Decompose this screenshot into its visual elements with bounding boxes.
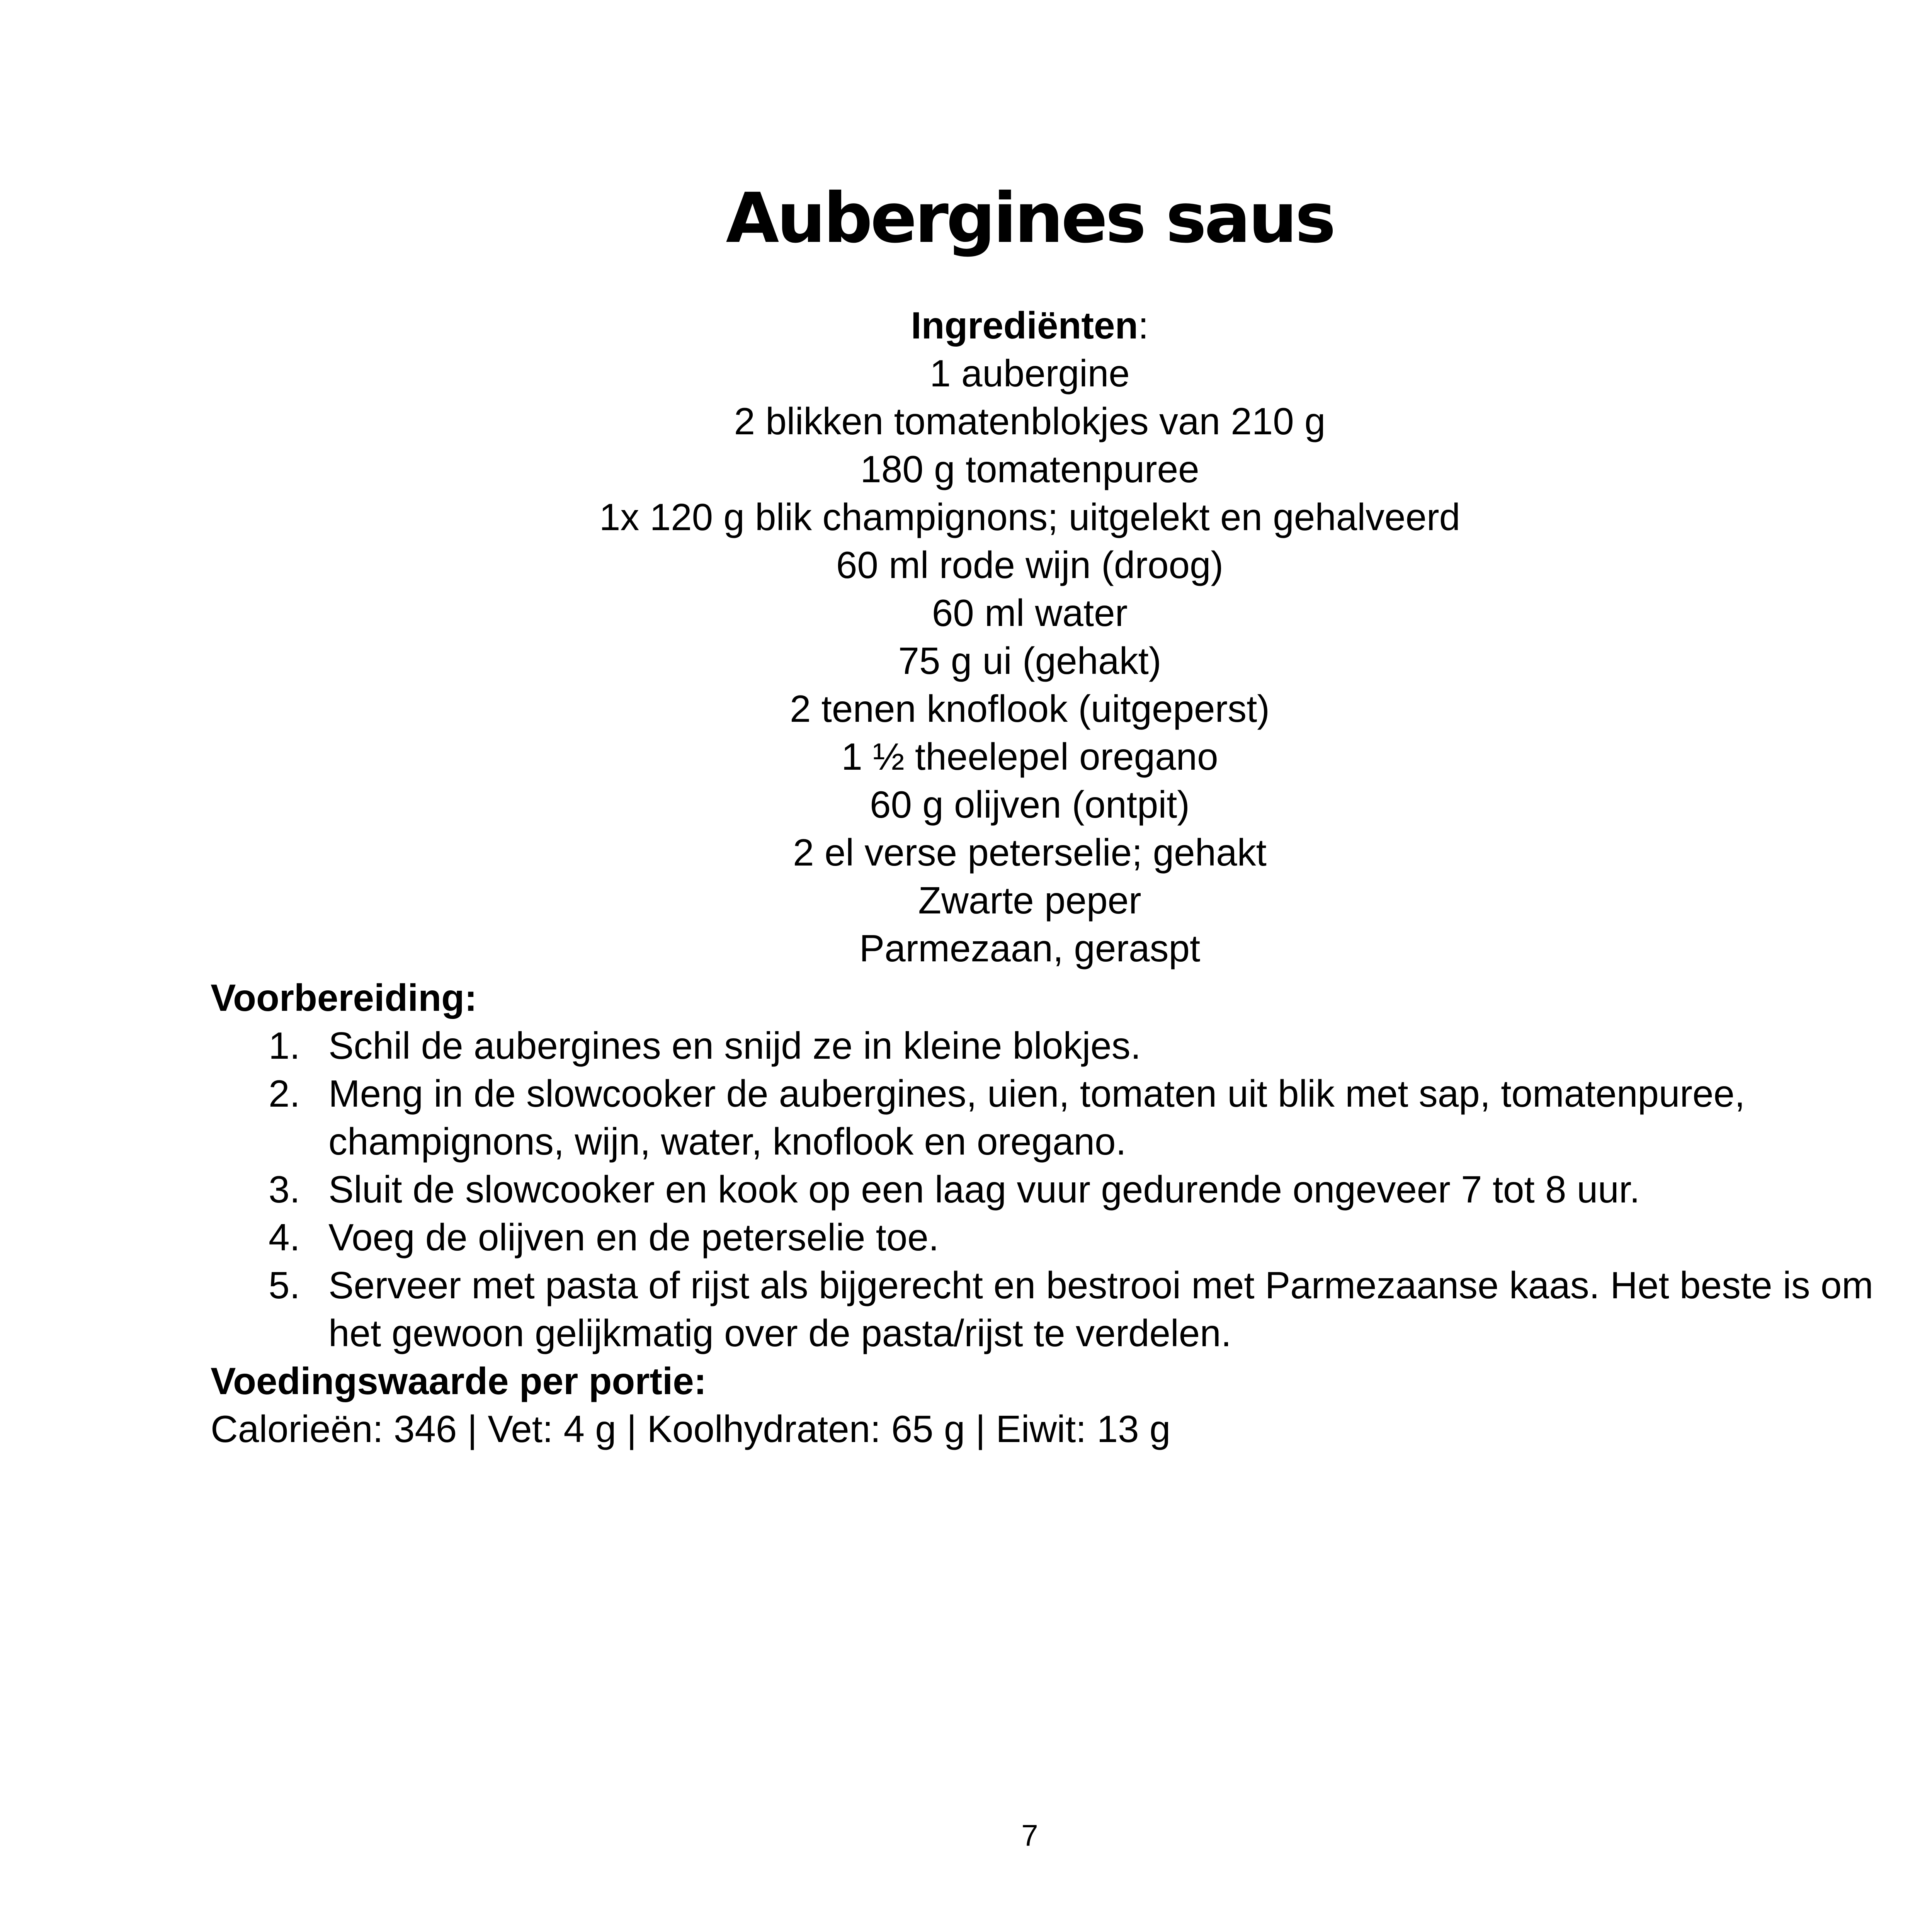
ingredient-item: 2 el verse peterselie; gehakt: [793, 831, 1267, 874]
ingredient-item: 60 ml water: [932, 592, 1128, 634]
page-number: 7: [1021, 1818, 1038, 1852]
ingredient-item: 180 g tomatenpuree: [860, 448, 1199, 490]
preparation-step: [211, 1213, 1911, 1261]
ingredient-item: 75 g ui (gehakt): [898, 639, 1162, 682]
nutrition-values: Calorieën: 346 | Vet: 4 g | Koolhydraten: 65 g | Eiwit: 13 g: [211, 1408, 1171, 1450]
step-text: Schil de aubergines en snijd ze in kleine blokjes.: [328, 1024, 1141, 1067]
preparation-step: [211, 1261, 1911, 1357]
ingredient-item: Parmezaan, geraspt: [859, 927, 1201, 969]
recipe-body: [211, 974, 1911, 1453]
ingredients-list: [0, 349, 1932, 972]
preparation-heading: Voorbereiding:: [211, 976, 477, 1019]
ingredient-item: 1 aubergine: [930, 352, 1130, 395]
preparation-steps: [211, 1022, 1911, 1357]
step-number: 4.: [269, 1216, 300, 1259]
step-number: 1.: [269, 1024, 300, 1067]
step-text: Sluit de slowcooker en kook op een laag vuur gedurende ongeveer 7 tot 8 uur.: [328, 1168, 1640, 1211]
ingredient-item: 1 ½ theelepel oregano: [841, 735, 1218, 778]
ingredient-item: 1x 120 g blik champignons; uitgelekt en gehalveerd: [599, 496, 1461, 538]
ingredient-item: 60 g olijven (ontpit): [869, 783, 1190, 826]
page-title: Aubergines saus: [726, 178, 1334, 258]
preparation-step: [211, 1022, 1911, 1070]
ingredients-heading-colon: :: [1138, 304, 1149, 347]
ingredients-section: [0, 301, 1932, 972]
step-number: 2.: [269, 1072, 300, 1115]
ingredient-item: 2 tenen knoflook (uitgeperst): [789, 687, 1270, 730]
step-number: 3.: [269, 1168, 300, 1211]
ingredient-item: 60 ml rode wijn (droog): [836, 544, 1224, 586]
step-number: 5.: [269, 1264, 300, 1306]
preparation-step: [211, 1070, 1911, 1165]
ingredients-heading-line: [0, 301, 1932, 349]
ingredients-heading: Ingrediënten: [911, 304, 1138, 347]
step-text: Meng in de slowcooker de aubergines, uien, tomaten uit blik met sap, tomatenpuree, champignons, wijn, water, knoflook en oregano.: [328, 1072, 1745, 1163]
step-text: Serveer met pasta of rijst als bijgerecht en bestrooi met Parmezaanse kaas. Het beste is om het gewoon gelijkmatig over de pasta/rijst te verdelen.: [328, 1264, 1874, 1354]
preparation-step: [211, 1165, 1911, 1213]
nutrition-heading: Voedingswaarde per portie:: [211, 1360, 707, 1402]
ingredient-item: Zwarte peper: [918, 879, 1141, 922]
ingredient-item: 2 blikken tomatenblokjes van 210 g: [734, 400, 1326, 442]
step-text: Voeg de olijven en de peterselie toe.: [328, 1216, 939, 1259]
